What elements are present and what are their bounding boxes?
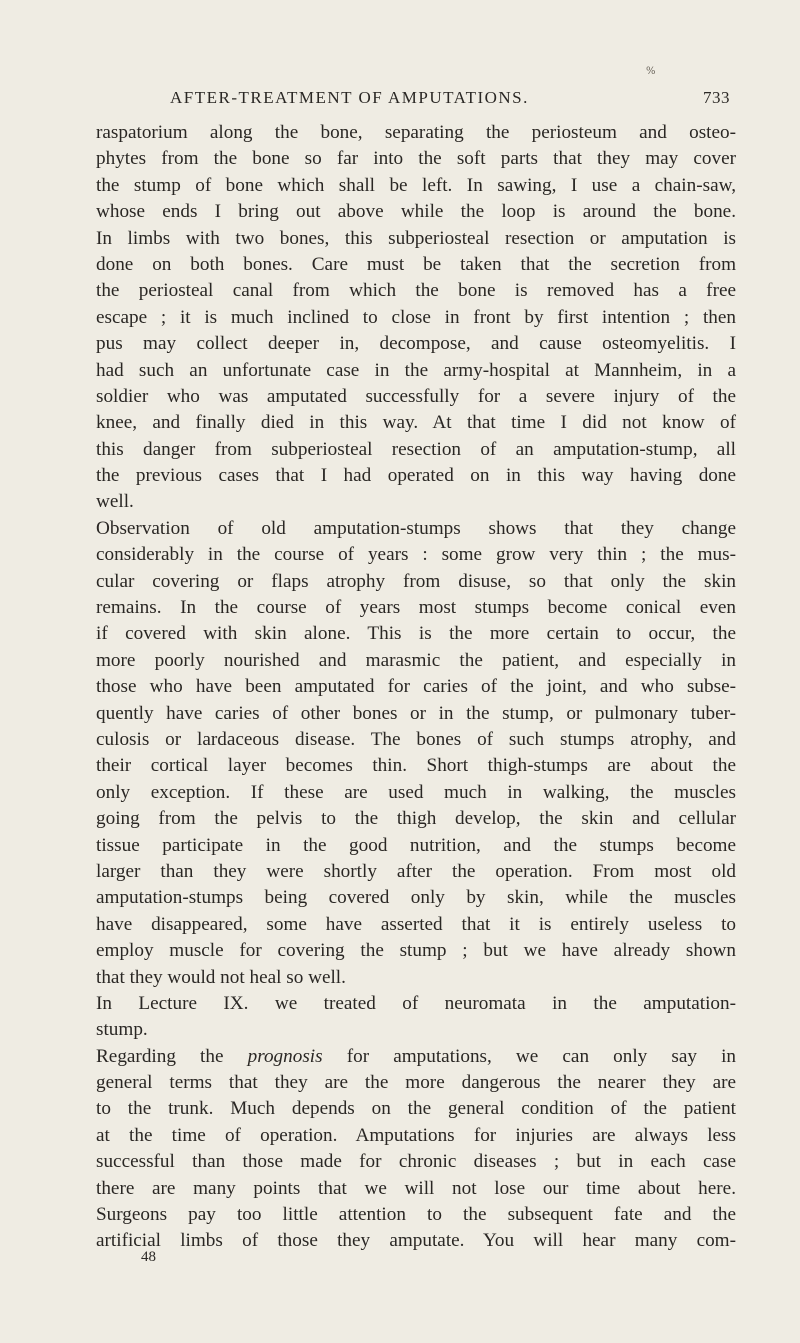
signature-mark: 48 [141, 1249, 156, 1265]
text-line: stump. [96, 1019, 148, 1041]
text-line: successful than those made for chronic diseases ; but in each case [96, 1151, 736, 1173]
text-line: soldier who was amputated successfully for a severe injury of the [96, 385, 736, 407]
text-line: the periosteal canal from which the bone is removed has a free [96, 280, 736, 302]
text-line: to the trunk. Much depends on the general condition of the patient [96, 1098, 736, 1120]
text-line: the stump of bone which shall be left. In sawing, I use a chain-saw, [96, 174, 736, 196]
text-line: the previous cases that I had operated on in this way having done [96, 465, 736, 487]
text-line: phytes from the bone so far into the soft parts that they may cover [96, 148, 736, 170]
text-line: pus may collect deeper in, decompose, and cause osteomyelitis. I [96, 333, 736, 355]
text-line: their cortical layer becomes thin. Short thigh-stumps are about the [96, 755, 736, 777]
paragraph-start-line [96, 1044, 736, 1070]
text-line: that they would not heal so well. [96, 966, 346, 988]
text-line: amputation-stumps being covered only by skin, while the muscles [96, 887, 736, 909]
paragraph-start-line: Observation of old amputation-stumps shows that they change [96, 517, 736, 539]
paragraph-start-line: In Lecture IX. we treated of neuromata in the amputation- [96, 992, 736, 1014]
text-line: larger than they were shortly after the operation. From most old [96, 860, 736, 882]
text-line: going from the pelvis to the thigh develop, the skin and cellular [96, 808, 736, 830]
prognosis-before: Regarding the [96, 1045, 248, 1067]
text-line: more poorly nourished and marasmic the patient, and especially in [96, 649, 736, 671]
text-line: if covered with skin alone. This is the more certain to occur, the [96, 623, 736, 645]
text-line: escape ; it is much inclined to close in front by first intention ; then [96, 306, 736, 328]
text-line: those who have been amputated for caries of the joint, and who subse- [96, 676, 736, 698]
text-line: artificial limbs of those they amputate. You will hear many com- [96, 1230, 736, 1252]
text-line: quently have caries of other bones or in the stump, or pulmonary tuber- [96, 702, 736, 724]
prognosis-after: for amputations, we can only say in [322, 1045, 736, 1067]
text-line: at the time of operation. Amputations for injuries are always less [96, 1124, 736, 1146]
text-line: culosis or lardaceous disease. The bones of such stumps atrophy, and [96, 728, 736, 750]
text-line: whose ends I bring out above while the loop is around the bone. [96, 201, 736, 223]
text-line: tissue participate in the good nutrition, and the stumps become [96, 834, 736, 856]
text-line: considerably in the course of years : some grow very thin ; the mus- [96, 544, 736, 566]
text-line: only exception. If these are used much in walking, the muscles [96, 781, 736, 803]
text-line: this danger from subperiosteal resection of an amputation-stump, all [96, 438, 736, 460]
text-line: had such an unfortunate case in the army-hospital at Mannheim, in a [96, 359, 736, 381]
running-head-title: AFTER-TREATMENT OF AMPUTATIONS. [170, 88, 529, 107]
printer-mark: % [646, 66, 656, 77]
text-line: done on both bones. Care must be taken that the secretion from [96, 253, 736, 275]
prognosis-italic: prognosis [247, 1045, 323, 1067]
paragraph-start-line: Surgeons pay too little attention to the subsequent fate and the [96, 1204, 736, 1226]
text-line: have disappeared, some have asserted that it is entirely useless to [96, 913, 736, 935]
text-line: knee, and finally died in this way. At that time I did not know of [96, 412, 736, 434]
body-text [96, 120, 736, 1255]
text-line: there are many points that we will not lose our time about here. [96, 1177, 736, 1199]
text-line: well. [96, 491, 134, 513]
text-line: general terms that they are the more dangerous the nearer they are [96, 1072, 736, 1094]
text-line: raspatorium along the bone, separating the periosteum and osteo- [96, 122, 736, 143]
text-line: cular covering or flaps atrophy from disuse, so that only the skin [96, 570, 736, 592]
page-number: 733 [703, 88, 730, 107]
text-line: In limbs with two bones, this subperiosteal resection or amputation is [96, 227, 736, 249]
text-line: remains. In the course of years most stumps become conical even [96, 597, 736, 619]
text-line: employ muscle for covering the stump ; but we have already shown [96, 940, 736, 962]
